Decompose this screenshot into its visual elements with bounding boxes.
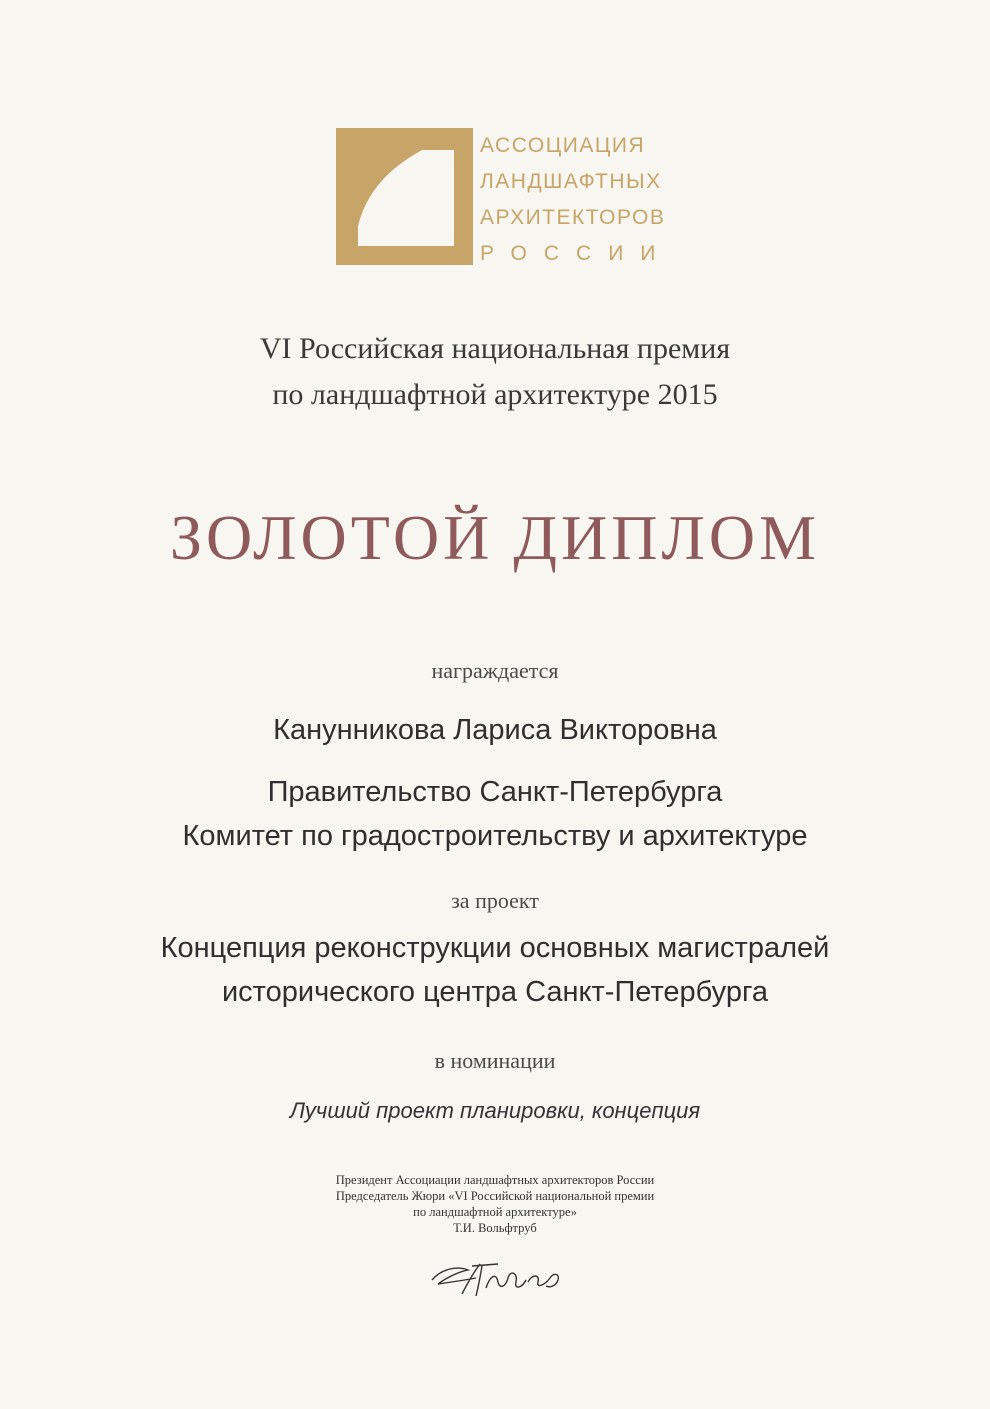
project-line-2: исторического центра Санкт-Петербурга xyxy=(221,976,769,1008)
signatory-name: Т.И. Вольфтруб xyxy=(453,1221,537,1235)
organization-line-1: Правительство Санкт-Петербурга xyxy=(267,776,723,808)
recipient-name: Канунникова Лариса Викторовна xyxy=(273,714,717,746)
handwritten-signature xyxy=(428,1258,568,1298)
logo-line-2: ЛАНДШАФТНЫХ xyxy=(480,170,662,193)
prize-line-2: по ландшафтной архитектуре 2015 xyxy=(272,378,718,411)
nomination-title: Лучший проект планировки, концепция xyxy=(289,1098,701,1123)
organization-line-2: Комитет по градостроительству и архитектуре xyxy=(182,820,808,852)
logo-line-4: РОССИИ xyxy=(480,242,673,265)
logo-mark-icon xyxy=(336,128,474,268)
awarded-label: награждается xyxy=(431,658,559,683)
project-line-1: Концепция реконструкции основных магистралей xyxy=(160,932,830,964)
diploma-title: ЗОЛОТОЙ ДИПЛОМ xyxy=(169,502,821,573)
logo-text xyxy=(480,128,672,272)
association-logo xyxy=(336,128,676,268)
project-label: за проект xyxy=(451,888,539,913)
prize-line-1: VI Российская национальная премия xyxy=(259,332,731,365)
logo-line-3: АРХИТЕКТОРОВ xyxy=(480,206,666,229)
organization xyxy=(0,770,990,858)
nomination-label: в номинации xyxy=(434,1048,556,1073)
signatory-line-3: по ландшафтной архитектуре» xyxy=(413,1205,577,1219)
logo-line-1: АССОЦИАЦИЯ xyxy=(480,134,646,157)
signatory-block xyxy=(0,1172,990,1236)
signatory-line-2: Председатель Жюри «VI Российской национальной премии xyxy=(335,1189,655,1203)
project-title xyxy=(0,926,990,1014)
signatory-line-1: Президент Ассоциации ландшафтных архитекторов России xyxy=(335,1173,655,1187)
prize-heading xyxy=(0,326,990,418)
